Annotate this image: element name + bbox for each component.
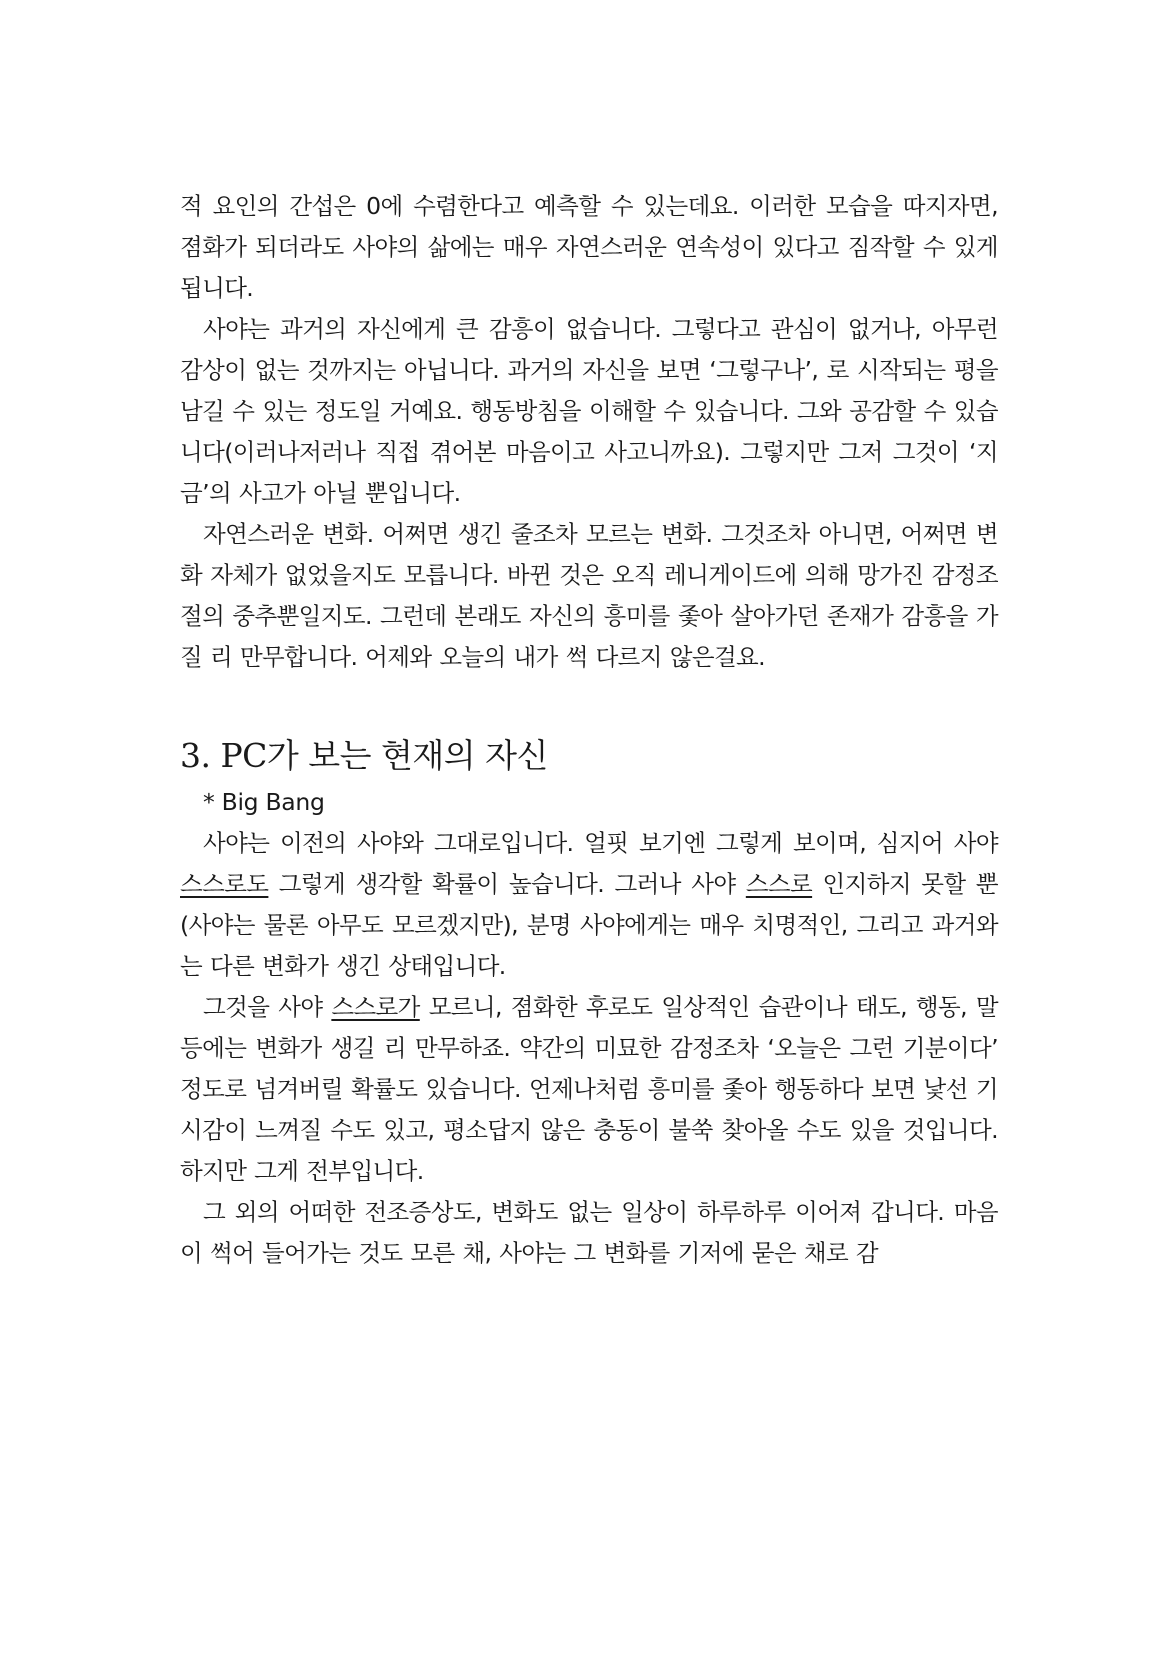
underlined-text: 스스로가: [331, 993, 420, 1021]
section-paragraph-2: [180, 987, 998, 1192]
text-run: 모르니, 졈화한 후로도 일상적인 습관이나 태도, 행동, 말 등에는 변화가 생길 리 만무하죠. 약간의 미묘한 감정조차 ‘오늘은 그런 기분이다’ 정도로 넘겨버릴 확률도 있습니다. 언제나처럼 흥미를 좇아 행동하다 보면 낯선 기시감이 느껴질 수도 있고, 평소답지 않은 충동이 불쑥 찾아올 수도 있을 것입니다. 하지만 그게 전부입니다.: [180, 993, 998, 1185]
document-page: [180, 186, 998, 1274]
text-run: 그렇게 생각할 확률이 높습니다. 그러나 사야: [268, 870, 746, 898]
section-paragraph-3: 그 외의 어떠한 전조증상도, 변화도 없는 일상이 하루하루 이어져 갑니다. 마음이 썩어 들어가는 것도 모른 채, 사야는 그 변화를 기저에 묻은 채로 감: [180, 1198, 998, 1267]
intro-paragraph-2: 사야는 과거의 자신에게 큰 감흥이 없습니다. 그렇다고 관심이 없거나, 아무런 감상이 없는 것까지는 아닙니다. 과거의 자신을 보면 ‘그렇구나’, 로 시작되는 평을 남길 수 있는 정도일 거예요. 행동방침을 이해할 수 있습니다. 그와 공감할 수 있습니다(이러나저러나 직접 겪어본 마음이고 사고니까요). 그렇지만 그저 그것이 ‘지금’의 사고가 아닐 뿐입니다.: [180, 315, 998, 507]
section-subtitle: * Big Bang: [203, 788, 325, 816]
text-run: 그것을 사야: [203, 993, 332, 1021]
section-3: [180, 678, 998, 1274]
underlined-text: 스스로: [745, 870, 813, 898]
text-run: 사야는 이전의 사야와 그대로입니다. 얼핏 보기엔 그렇게 보이며, 심지어 사야: [203, 829, 998, 857]
section-title: 3. PC가 보는 현재의 자신: [180, 736, 548, 775]
text-run: 인지하지 못할 뿐(사야는 물론 아무도 모르겠지만), 분명 사야에게는 매우 치명적인, 그리고 과거와는 다른 변화가 생긴 상태입니다.: [180, 870, 998, 980]
intro-paragraph-3: 자연스러운 변화. 어쩌면 생긴 줄조차 모르는 변화. 그것조차 아니면, 어쩌면 변화 자체가 없었을지도 모릅니다. 바뀐 것은 오직 레니게이드에 의해 망가진 감정조절의 중추뿐일지도. 그런데 본래도 자신의 흥미를 좇아 살아가던 존재가 감흥을 가질 리 만무합니다. 어제와 오늘의 내가 썩 다르지 않은걸요.: [180, 520, 998, 671]
section-paragraph-1: [180, 823, 998, 987]
intro-paragraph-1: 적 요인의 간섭은 0에 수렴한다고 예측할 수 있는데요. 이러한 모습을 따지자면, 졈화가 되더라도 사야의 삶에는 매우 자연스러운 연속성이 있다고 짐작할 수 있게 됩니다.: [180, 192, 998, 302]
underlined-text: 스스로도: [180, 870, 269, 898]
